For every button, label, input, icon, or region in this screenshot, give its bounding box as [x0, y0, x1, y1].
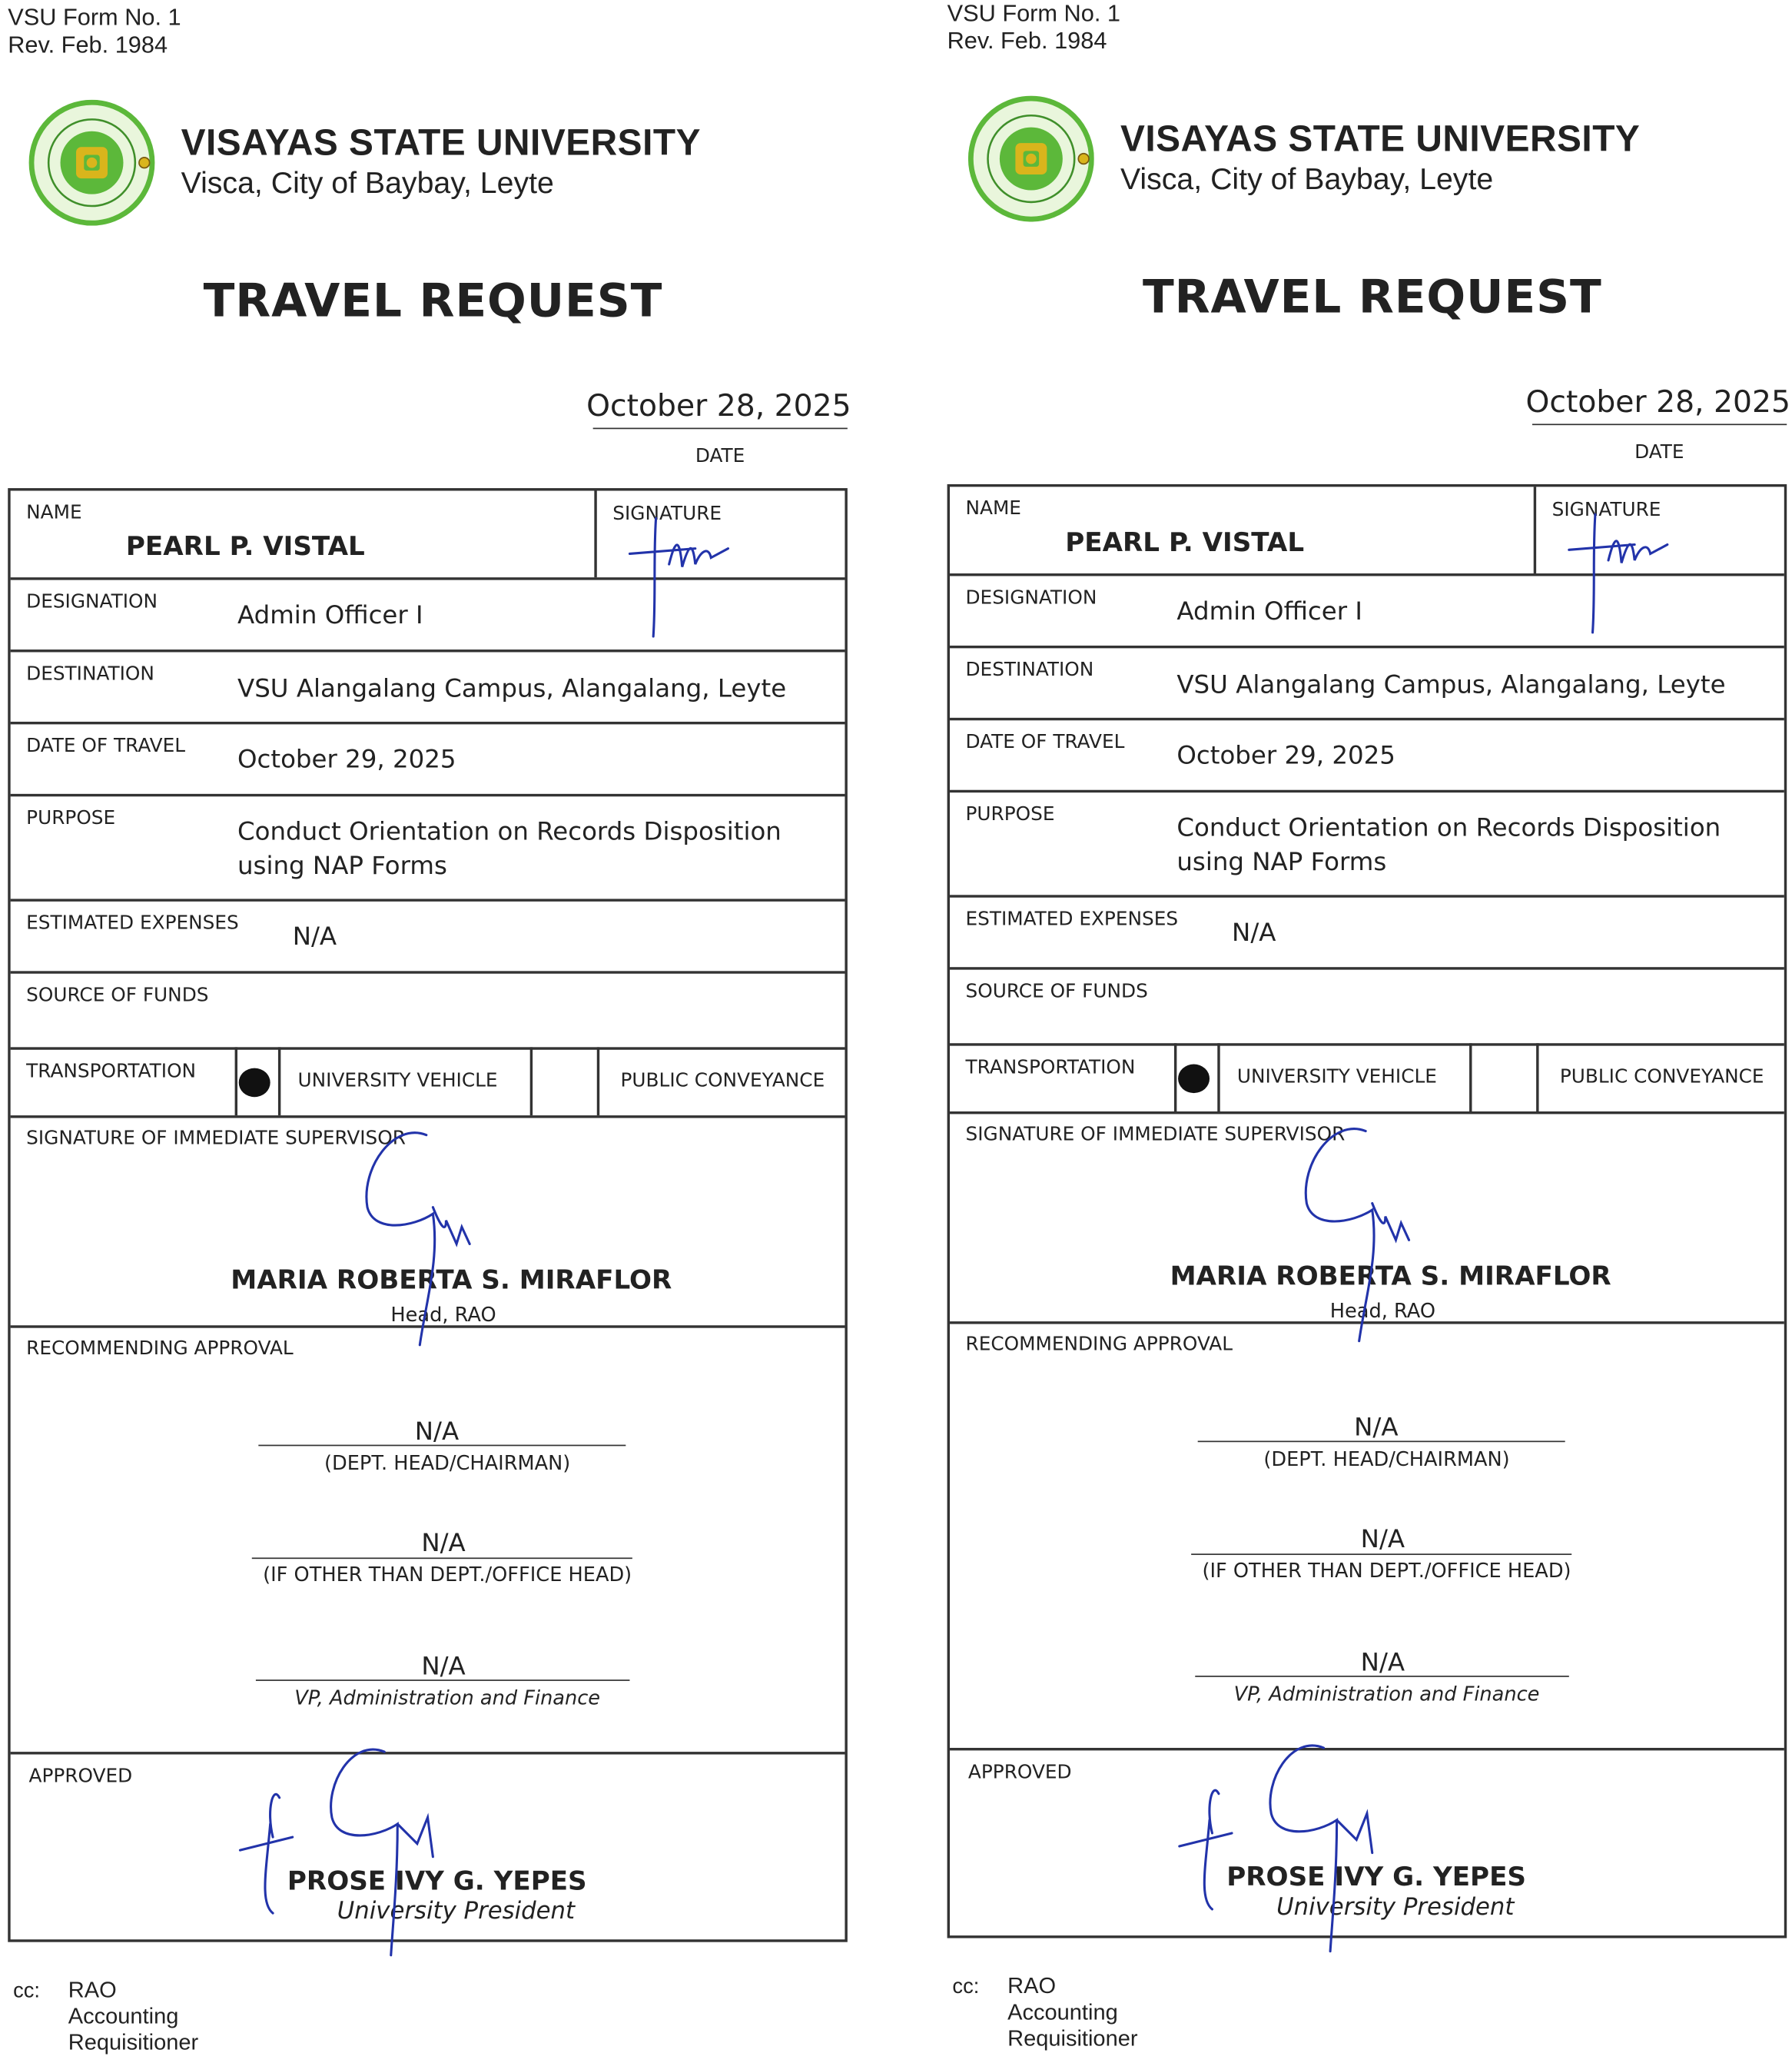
source-of-funds-label: SOURCE OF FUNDS	[965, 981, 1148, 1003]
approver-signature	[1173, 1741, 1395, 1964]
designation-label: DESIGNATION	[965, 587, 1097, 610]
university-name: VISAYAS STATE UNIVERSITY	[1120, 118, 1641, 159]
university-vehicle-checkbox-filled[interactable]	[1178, 1065, 1210, 1094]
public-conveyance-checkbox[interactable]	[1475, 1048, 1532, 1106]
approver-name: PROSE IVY G. YEPES	[1226, 1860, 1527, 1892]
form-title: TRAVEL REQUEST	[1142, 271, 1602, 324]
purpose-value-line2: using NAP Forms	[237, 851, 447, 881]
purpose-value-line1: Conduct Orientation on Records Disposition	[237, 817, 782, 847]
destination-label: DESTINATION	[26, 663, 154, 686]
date-of-travel-value: October 29, 2025	[1176, 741, 1395, 771]
travel-request-form	[0, 0, 866, 2063]
travel-request-form-copy	[939, 0, 1792, 2059]
recommender-1-value: N/A	[1354, 1413, 1399, 1443]
cc-requisitioner: Requisitioner	[1007, 2025, 1138, 2051]
supervisor-name: MARIA ROBERTA S. MIRAFLOR	[231, 1264, 672, 1296]
designation-label: DESIGNATION	[26, 591, 158, 613]
requester-signature	[616, 499, 748, 643]
supervisor-name: MARIA ROBERTA S. MIRAFLOR	[1170, 1259, 1611, 1291]
public-conveyance-option: PUBLIC CONVEYANCE	[1559, 1066, 1764, 1088]
form-number: VSU Form No. 1	[8, 4, 181, 31]
expenses-value: N/A	[292, 922, 337, 952]
date-of-travel-label: DATE OF TRAVEL	[26, 736, 186, 758]
source-of-funds-label: SOURCE OF FUNDS	[26, 985, 209, 1007]
university-seal-logo	[968, 96, 1094, 222]
request-date: October 28, 2025	[586, 390, 851, 424]
cc-label: cc:	[13, 1980, 40, 2003]
recommender-2-value: N/A	[1360, 1524, 1405, 1554]
recommending-approval-label: RECOMMENDING APPROVAL	[26, 1338, 294, 1360]
cc-accounting: Accounting	[68, 2003, 179, 2029]
approved-label: APPROVED	[967, 1762, 1072, 1784]
approved-label: APPROVED	[28, 1766, 133, 1788]
form-revision: Rev. Feb. 1984	[8, 31, 168, 58]
university-name: VISAYAS STATE UNIVERSITY	[181, 121, 701, 163]
recommender-1-value: N/A	[414, 1417, 460, 1447]
recommender-2-caption: (IF OTHER THAN DEPT./OFFICE HEAD)	[263, 1563, 632, 1587]
form-revision: Rev. Feb. 1984	[947, 27, 1107, 54]
date-of-travel-value: October 29, 2025	[237, 745, 456, 775]
supervisor-position: Head, RAO	[390, 1303, 496, 1327]
recommender-3-value: N/A	[421, 1652, 466, 1681]
recommender-1-caption: (DEPT. HEAD/CHAIRMAN)	[324, 1451, 571, 1475]
university-seal-logo	[29, 100, 155, 226]
name-value: PEARL P. VISTAL	[125, 530, 365, 562]
recommender-1-caption: (DEPT. HEAD/CHAIRMAN)	[1263, 1447, 1510, 1471]
approver-signature	[234, 1746, 456, 1968]
recommender-2-caption: (IF OTHER THAN DEPT./OFFICE HEAD)	[1202, 1559, 1571, 1583]
supervisor-label: SIGNATURE OF IMMEDIATE SUPERVISOR	[26, 1128, 406, 1150]
signature-label: SIGNATURE	[1551, 500, 1661, 521]
date-label: DATE	[1634, 442, 1684, 463]
purpose-value-line1: Conduct Orientation on Records Disposition	[1176, 813, 1721, 843]
transportation-label: TRANSPORTATION	[26, 1061, 197, 1083]
supervisor-position: Head, RAO	[1329, 1299, 1436, 1323]
cc-requisitioner: Requisitioner	[68, 2030, 199, 2055]
expenses-value: N/A	[1232, 919, 1276, 948]
cc-label: cc:	[952, 1976, 980, 1999]
name-value: PEARL P. VISTAL	[1065, 526, 1305, 558]
transportation-label: TRANSPORTATION	[965, 1058, 1136, 1079]
date-label: DATE	[695, 446, 745, 467]
supervisor-signature	[1293, 1125, 1425, 1347]
expenses-label: ESTIMATED EXPENSES	[965, 909, 1179, 931]
cc-rao: RAO	[1007, 1973, 1057, 1999]
purpose-label: PURPOSE	[965, 804, 1055, 826]
cc-rao: RAO	[68, 1977, 117, 2003]
recommender-2-value: N/A	[421, 1528, 466, 1558]
public-conveyance-checkbox[interactable]	[536, 1052, 593, 1110]
designation-value: Admin Officer I	[1176, 596, 1362, 626]
destination-value: VSU Alangalang Campus, Alangalang, Leyte	[1176, 670, 1726, 699]
recommender-3-caption: VP, Administration and Finance	[1233, 1682, 1540, 1706]
university-address: Visca, City of Baybay, Leyte	[181, 165, 554, 200]
public-conveyance-option: PUBLIC CONVEYANCE	[620, 1071, 825, 1092]
request-date: October 28, 2025	[1525, 385, 1790, 420]
destination-value: VSU Alangalang Campus, Alangalang, Leyte	[237, 674, 787, 704]
supervisor-label: SIGNATURE OF IMMEDIATE SUPERVISOR	[965, 1125, 1346, 1146]
expenses-label: ESTIMATED EXPENSES	[26, 913, 239, 935]
designation-value: Admin Officer I	[237, 600, 423, 630]
requester-signature	[1556, 495, 1687, 639]
recommending-approval-label: RECOMMENDING APPROVAL	[965, 1334, 1233, 1356]
university-vehicle-option: UNIVERSITY VEHICLE	[1236, 1066, 1437, 1088]
date-underline	[1532, 424, 1787, 425]
cc-accounting: Accounting	[1007, 1999, 1118, 2025]
purpose-value-line2: using NAP Forms	[1176, 847, 1387, 877]
date-of-travel-label: DATE OF TRAVEL	[965, 732, 1125, 753]
date-underline	[593, 428, 848, 430]
approver-position: University President	[337, 1897, 576, 1925]
approver-position: University President	[1276, 1893, 1515, 1922]
recommender-3-caption: VP, Administration and Finance	[294, 1686, 601, 1710]
university-address: Visca, City of Baybay, Leyte	[1120, 161, 1494, 196]
approver-name: PROSE IVY G. YEPES	[287, 1864, 587, 1896]
university-vehicle-option: UNIVERSITY VEHICLE	[297, 1071, 498, 1092]
supervisor-signature	[354, 1128, 486, 1351]
name-label: NAME	[965, 498, 1021, 520]
form-title: TRAVEL REQUEST	[203, 275, 663, 328]
destination-label: DESTINATION	[965, 659, 1094, 682]
signature-label: SIGNATURE	[612, 503, 722, 525]
university-vehicle-checkbox-filled[interactable]	[239, 1068, 270, 1098]
form-number: VSU Form No. 1	[947, 0, 1121, 27]
name-label: NAME	[26, 502, 82, 524]
purpose-label: PURPOSE	[26, 808, 116, 829]
recommender-3-value: N/A	[1360, 1648, 1405, 1677]
